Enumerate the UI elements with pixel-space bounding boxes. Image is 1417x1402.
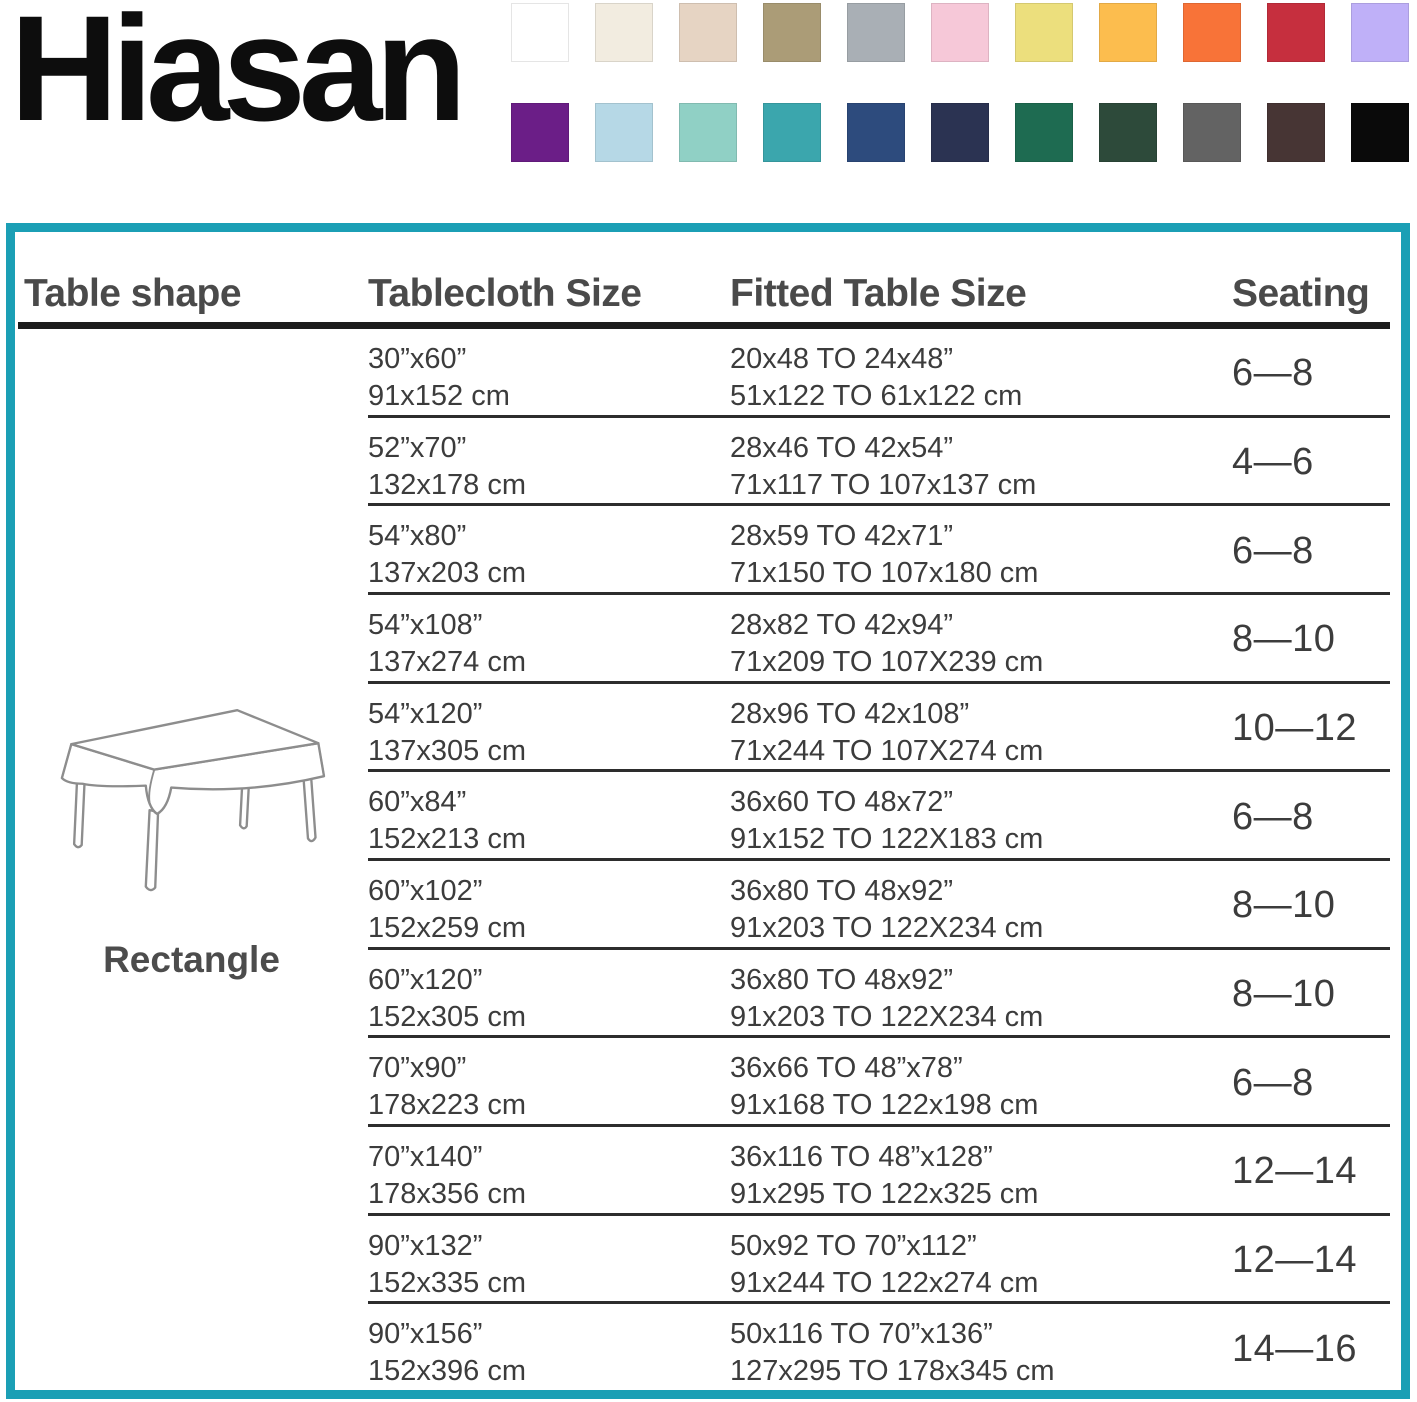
- tablecloth-inches: 54”x120”: [368, 697, 483, 730]
- color-swatch-dim-gray: [1183, 103, 1241, 162]
- fitted-cm: 91x152 TO 122X183 cm: [730, 823, 1044, 856]
- cell-fitted-table-size: [730, 506, 1232, 592]
- size-row: [368, 861, 1390, 950]
- size-row: [368, 1038, 1390, 1127]
- size-chart-header: [15, 232, 1401, 322]
- size-chart-body: [15, 329, 1401, 1390]
- color-swatch-pale-yellow: [1015, 3, 1073, 62]
- size-row: [368, 418, 1390, 507]
- cell-tablecloth-size: [368, 595, 730, 681]
- cell-tablecloth-size: [368, 861, 730, 947]
- size-row: [368, 595, 1390, 684]
- fitted-inches: 28x82 TO 42x94”: [730, 608, 954, 641]
- fitted-cm: 91x168 TO 122x198 cm: [730, 1089, 1039, 1122]
- table-shape-cell: [15, 329, 368, 1390]
- color-palette: [511, 3, 1409, 162]
- fitted-inches: 36x60 TO 48x72”: [730, 786, 954, 819]
- color-swatch-dark-green: [1099, 103, 1157, 162]
- header-rule: [18, 322, 1390, 329]
- color-swatch-forest-green: [1015, 103, 1073, 162]
- tablecloth-inches: 60”x120”: [368, 963, 483, 996]
- fitted-cm: 91x244 TO 122x274 cm: [730, 1266, 1039, 1299]
- tablecloth-inches: 52”x70”: [368, 431, 467, 464]
- palette-row-1: [511, 3, 1409, 62]
- cell-tablecloth-size: [368, 329, 730, 415]
- color-swatch-teal: [763, 103, 821, 162]
- tablecloth-cm: 152x259 cm: [368, 911, 526, 944]
- tablecloth-cm: 152x396 cm: [368, 1355, 526, 1388]
- tablecloth-cm: 137x274 cm: [368, 645, 526, 678]
- fitted-inches: 50x116 TO 70”x136”: [730, 1318, 993, 1351]
- cell-tablecloth-size: [368, 772, 730, 858]
- fitted-cm: 71x150 TO 107x180 cm: [730, 557, 1039, 590]
- color-swatch-purple: [511, 103, 569, 162]
- tablecloth-cm: 152x305 cm: [368, 1000, 526, 1033]
- cell-seating: 8—10: [1232, 618, 1336, 661]
- color-swatch-pink: [931, 3, 989, 62]
- tablecloth-cm: 137x305 cm: [368, 734, 526, 767]
- cell-fitted-table-size: [730, 950, 1232, 1036]
- cell-seating: 6—8: [1232, 795, 1314, 838]
- size-row: [368, 1216, 1390, 1305]
- size-row: [368, 329, 1390, 418]
- size-row: [368, 684, 1390, 773]
- fitted-inches: 36x80 TO 48x92”: [730, 874, 954, 907]
- tablecloth-cm: 152x213 cm: [368, 823, 526, 856]
- fitted-cm: 71x117 TO 107x137 cm: [730, 468, 1037, 501]
- color-swatch-marigold: [1099, 3, 1157, 62]
- header-table-shape: Table shape: [24, 272, 242, 315]
- color-swatch-navy-blue: [847, 103, 905, 162]
- tablecloth-cm: 91x152 cm: [368, 379, 510, 412]
- cell-tablecloth-size: [368, 506, 730, 592]
- color-swatch-beige: [679, 3, 737, 62]
- fitted-inches: 50x92 TO 70”x112”: [730, 1229, 977, 1262]
- size-row: [368, 772, 1390, 861]
- fitted-cm: 127x295 TO 178x345 cm: [730, 1355, 1055, 1388]
- shape-label: Rectangle: [103, 939, 280, 980]
- cell-fitted-table-size: [730, 1216, 1232, 1302]
- cell-fitted-table-size: [730, 329, 1232, 415]
- tablecloth-cm: 178x223 cm: [368, 1089, 526, 1122]
- cell-seating: 6—8: [1232, 529, 1314, 572]
- fitted-inches: 20x48 TO 24x48”: [730, 342, 954, 375]
- brand-logo: Hiasan: [10, 0, 460, 152]
- color-swatch-dark-brown: [1267, 103, 1325, 162]
- tablecloth-inches: 90”x132”: [368, 1229, 483, 1262]
- cell-tablecloth-size: [368, 684, 730, 770]
- cell-seating: 14—16: [1232, 1327, 1358, 1370]
- fitted-inches: 28x96 TO 42x108”: [730, 697, 970, 730]
- cell-seating: 6—8: [1232, 1061, 1314, 1104]
- tablecloth-inches: 30”x60”: [368, 342, 467, 375]
- size-row: [368, 950, 1390, 1039]
- cell-tablecloth-size: [368, 1038, 730, 1124]
- fitted-cm: 71x209 TO 107X239 cm: [730, 645, 1044, 678]
- color-swatch-khaki: [763, 3, 821, 62]
- cell-fitted-table-size: [730, 418, 1232, 504]
- color-swatch-lavender: [1351, 3, 1409, 62]
- tablecloth-cm: 132x178 cm: [368, 468, 526, 501]
- color-swatch-dark-navy: [931, 103, 989, 162]
- color-swatch-orange: [1183, 3, 1241, 62]
- tablecloth-cm: 178x356 cm: [368, 1177, 526, 1210]
- color-swatch-white: [511, 3, 569, 62]
- fitted-cm: 91x295 TO 122x325 cm: [730, 1177, 1039, 1210]
- rectangle-table-icon: [41, 697, 343, 895]
- color-swatch-ivory: [595, 3, 653, 62]
- size-rows: [368, 329, 1401, 1390]
- cell-fitted-table-size: [730, 1127, 1232, 1213]
- cell-seating: 8—10: [1232, 973, 1336, 1016]
- color-swatch-light-gray: [847, 3, 905, 62]
- size-row: [368, 1304, 1390, 1390]
- cell-seating: 12—14: [1232, 1239, 1358, 1282]
- fitted-cm: 71x244 TO 107X274 cm: [730, 734, 1044, 767]
- color-swatch-light-blue: [595, 103, 653, 162]
- tablecloth-inches: 70”x90”: [368, 1052, 467, 1085]
- tablecloth-inches: 70”x140”: [368, 1140, 483, 1173]
- color-swatch-black: [1351, 103, 1409, 162]
- size-row: [368, 506, 1390, 595]
- size-row: [368, 1127, 1390, 1216]
- cell-fitted-table-size: [730, 1304, 1232, 1390]
- cell-fitted-table-size: [730, 772, 1232, 858]
- tablecloth-inches: 54”x80”: [368, 520, 467, 553]
- tablecloth-cm: 152x335 cm: [368, 1266, 526, 1299]
- header-tablecloth-size: Tablecloth Size: [368, 272, 642, 315]
- cell-seating: 4—6: [1232, 441, 1314, 483]
- cell-fitted-table-size: [730, 861, 1232, 947]
- color-swatch-aqua: [679, 103, 737, 162]
- tablecloth-inches: 60”x102”: [368, 874, 483, 907]
- fitted-cm: 51x122 TO 61x122 cm: [730, 379, 1023, 412]
- cell-seating: 8—10: [1232, 884, 1336, 927]
- size-chart: [6, 223, 1410, 1399]
- fitted-inches: 28x59 TO 42x71”: [730, 520, 954, 553]
- fitted-inches: 36x116 TO 48”x128”: [730, 1140, 993, 1173]
- header-fitted-table-size: Fitted Table Size: [730, 272, 1027, 315]
- cell-seating: 10—12: [1232, 707, 1358, 750]
- cell-fitted-table-size: [730, 684, 1232, 770]
- header-seating: Seating: [1232, 272, 1370, 315]
- cell-fitted-table-size: [730, 1038, 1232, 1124]
- fitted-inches: 36x80 TO 48x92”: [730, 963, 954, 996]
- tablecloth-inches: 54”x108”: [368, 608, 483, 641]
- cell-tablecloth-size: [368, 950, 730, 1036]
- tablecloth-inches: 90”x156”: [368, 1318, 483, 1351]
- cell-tablecloth-size: [368, 1216, 730, 1302]
- tablecloth-inches: 60”x84”: [368, 786, 467, 819]
- fitted-cm: 91x203 TO 122X234 cm: [730, 911, 1044, 944]
- cell-seating: 6—8: [1232, 352, 1314, 395]
- cell-tablecloth-size: [368, 418, 730, 504]
- cell-tablecloth-size: [368, 1127, 730, 1213]
- cell-seating: 12—14: [1232, 1150, 1358, 1193]
- cell-fitted-table-size: [730, 595, 1232, 681]
- fitted-inches: 28x46 TO 42x54”: [730, 431, 954, 464]
- fitted-cm: 91x203 TO 122X234 cm: [730, 1000, 1044, 1033]
- fitted-inches: 36x66 TO 48”x78”: [730, 1052, 963, 1085]
- cell-tablecloth-size: [368, 1304, 730, 1390]
- tablecloth-cm: 137x203 cm: [368, 557, 526, 590]
- color-swatch-red: [1267, 3, 1325, 62]
- palette-row-2: [511, 103, 1409, 162]
